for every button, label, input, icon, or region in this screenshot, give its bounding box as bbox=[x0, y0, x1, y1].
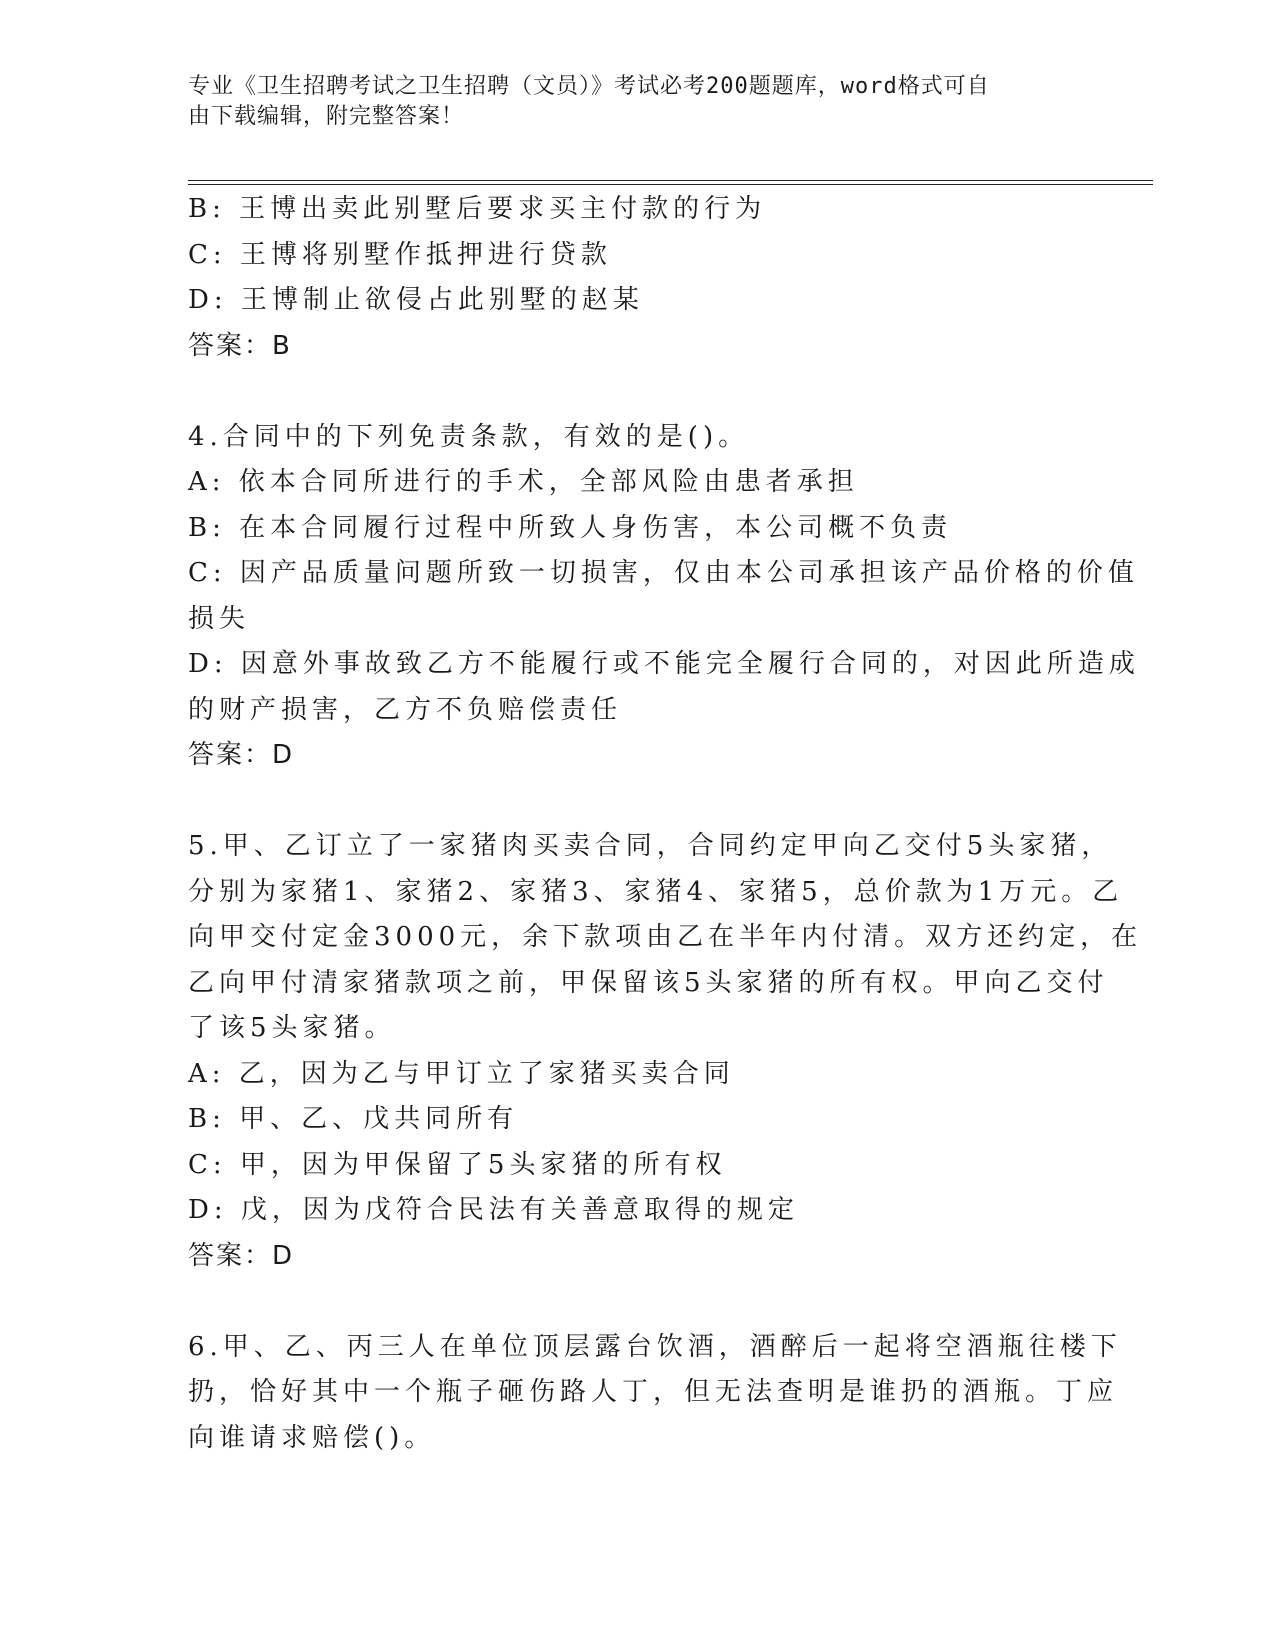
option-c-line-2: 损失 bbox=[188, 603, 251, 634]
option-b: B: 在本合同履行过程中所致人身伤害，本公司概不负责 bbox=[188, 512, 953, 543]
answer-label: 答案：D bbox=[188, 740, 295, 770]
header-title-line-1: 专业《卫生招聘考试之卫生招聘（文员）》考试必考200题题库，word格式可自 bbox=[188, 74, 990, 99]
spacer bbox=[188, 369, 1078, 415]
page-header bbox=[188, 72, 1088, 132]
option-d-line-2: 的财产损害，乙方不负赔偿责任 bbox=[188, 694, 623, 725]
answer-label: 答案：B bbox=[188, 330, 292, 361]
question-stem-line-1: 5.甲、乙订立了一家猪肉买卖合同，合同约定甲向乙交付5头家猪， bbox=[188, 831, 1113, 861]
question-stem-line-3: 向甲交付定金3000元，余下款项由乙在半年内付清。双方还约定，在 bbox=[188, 922, 1143, 952]
question-stem-line-5: 了该5头家猪。 bbox=[188, 1013, 396, 1043]
question-4-block bbox=[188, 415, 1140, 779]
question-3-block bbox=[188, 187, 1078, 369]
spacer bbox=[188, 1279, 1078, 1325]
option-a: A: 依本合同所进行的手术，全部风险由患者承担 bbox=[188, 467, 859, 497]
option-c-line-1: C: 因产品质量问题所致一切损害，仅由本公司承担该产品价格的价值 bbox=[188, 558, 1139, 588]
option-c: C: 甲，因为甲保留了5头家猪的所有权 bbox=[188, 1149, 727, 1180]
question-stem-line-2: 分别为家猪1、家猪2、家猪3、家猪4、家猪5，总价款为1万元。乙 bbox=[188, 876, 1124, 907]
question-5-block bbox=[188, 824, 1143, 1279]
question-stem-line-1: 6.甲、乙、丙三人在单位顶层露台饮酒，酒醉后一起将空酒瓶往楼下 bbox=[188, 1331, 1122, 1362]
header-divider bbox=[188, 180, 1153, 185]
question-stem: 4.合同中的下列免责条款，有效的是()。 bbox=[188, 421, 750, 452]
header-title-line-2: 由下载编辑，附完整答案！ bbox=[188, 104, 465, 129]
question-stem-line-3: 向谁请求赔偿()。 bbox=[188, 1422, 436, 1453]
option-d: D: 戊，因为戊符合民法有关善意取得的规定 bbox=[188, 1195, 799, 1225]
question-stem-line-4: 乙向甲付清家猪款项之前，甲保留该5头家猪的所有权。甲向乙交付 bbox=[188, 967, 1109, 998]
answer-label: 答案：D bbox=[188, 1240, 295, 1271]
option-d: D: 王博制止欲侵占此别墅的赵某 bbox=[188, 285, 644, 315]
document-body bbox=[188, 187, 1143, 1461]
option-a: A: 乙，因为乙与甲订立了家猪买卖合同 bbox=[188, 1058, 735, 1089]
spacer bbox=[188, 779, 1078, 825]
option-b: B: 甲、乙、戊共同所有 bbox=[188, 1104, 519, 1134]
option-b: B: 王博出卖此别墅后要求买主付款的行为 bbox=[188, 194, 767, 224]
question-stem-line-2: 扔，恰好其中一个瓶子砸伤路人丁，但无法查明是谁扔的酒瓶。丁应 bbox=[188, 1377, 1119, 1407]
option-c: C: 王博将别墅作抵押进行贷款 bbox=[188, 239, 612, 270]
question-6-block bbox=[188, 1325, 1122, 1462]
option-d-line-1: D: 因意外事故致乙方不能履行或不能完全履行合同的，对因此所造成 bbox=[188, 649, 1140, 679]
